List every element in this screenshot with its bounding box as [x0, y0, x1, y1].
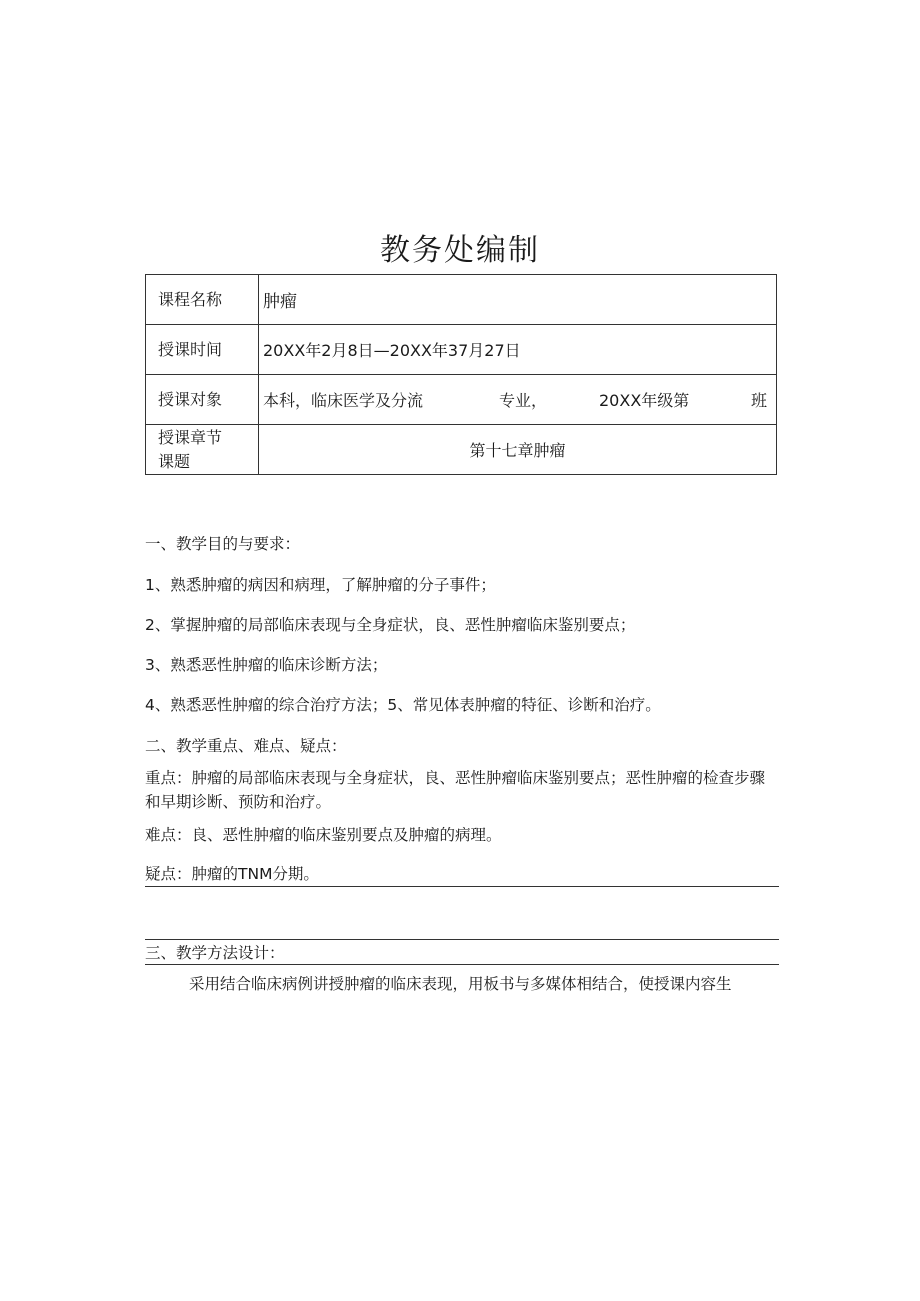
chapter-row — [146, 425, 777, 475]
divider-line — [145, 886, 779, 887]
goal-item-4: 4、熟悉恶性肿瘤的综合治疗方法；5、常见体表肿瘤的特征、诊断和治疗。 — [145, 696, 661, 714]
target-class: 班 — [751, 391, 768, 410]
target-row — [146, 375, 777, 425]
methods-text: 采用结合临床病例讲授肿瘤的临床表现，用板书与多媒体相结合，使授课内容生 — [189, 975, 732, 993]
course-value: 肿瘤 — [259, 275, 777, 325]
difficult-points: 难点：良、恶性肿瘤的临床鉴别要点及肿瘤的病理。 — [145, 826, 502, 844]
methods-heading: 三、教学方法设计： — [145, 944, 285, 962]
chapter-label-line1: 授课章节 — [158, 427, 223, 447]
target-major: 专业， — [499, 391, 548, 410]
target-value — [259, 375, 777, 425]
target-program: 本科，临床医学及分流 — [263, 391, 424, 410]
points-heading: 二、教学重点、难点、疑点： — [145, 737, 347, 755]
course-row — [146, 275, 777, 325]
divider-line — [145, 964, 779, 965]
target-label: 授课对象 — [146, 375, 259, 425]
time-row — [146, 325, 777, 375]
goal-item-3: 3、熟悉恶性肿瘤的临床诊断方法； — [145, 656, 388, 674]
chapter-value: 第十七章肿瘤 — [259, 425, 777, 475]
doubtful-points: 疑点：肿瘤的TNM分期。 — [145, 865, 319, 883]
goals-heading: 一、教学目的与要求： — [145, 535, 301, 553]
page-title: 教务处编制 — [380, 233, 540, 268]
time-value: 20XX年2月8日—20XX年37月27日 — [259, 325, 777, 375]
time-label: 授课时间 — [146, 325, 259, 375]
goal-item-2: 2、掌握肿瘤的局部临床表现与全身症状，良、恶性肿瘤临床鉴别要点； — [145, 616, 636, 634]
goal-item-1: 1、熟悉肿瘤的病因和病理，了解肿瘤的分子事件； — [145, 576, 496, 594]
course-label: 课程名称 — [146, 275, 259, 325]
chapter-label-line2: 课题 — [158, 451, 191, 471]
chapter-label — [146, 425, 259, 475]
key-points: 重点：肿瘤的局部临床表现与全身症状，良、恶性肿瘤临床鉴别要点；恶性肿瘤的检查步骤和早期诊断、预防和治疗。 — [145, 769, 766, 811]
divider-line — [145, 939, 779, 940]
course-info-table — [145, 274, 777, 475]
target-grade: 20XX年级第 — [599, 391, 690, 410]
